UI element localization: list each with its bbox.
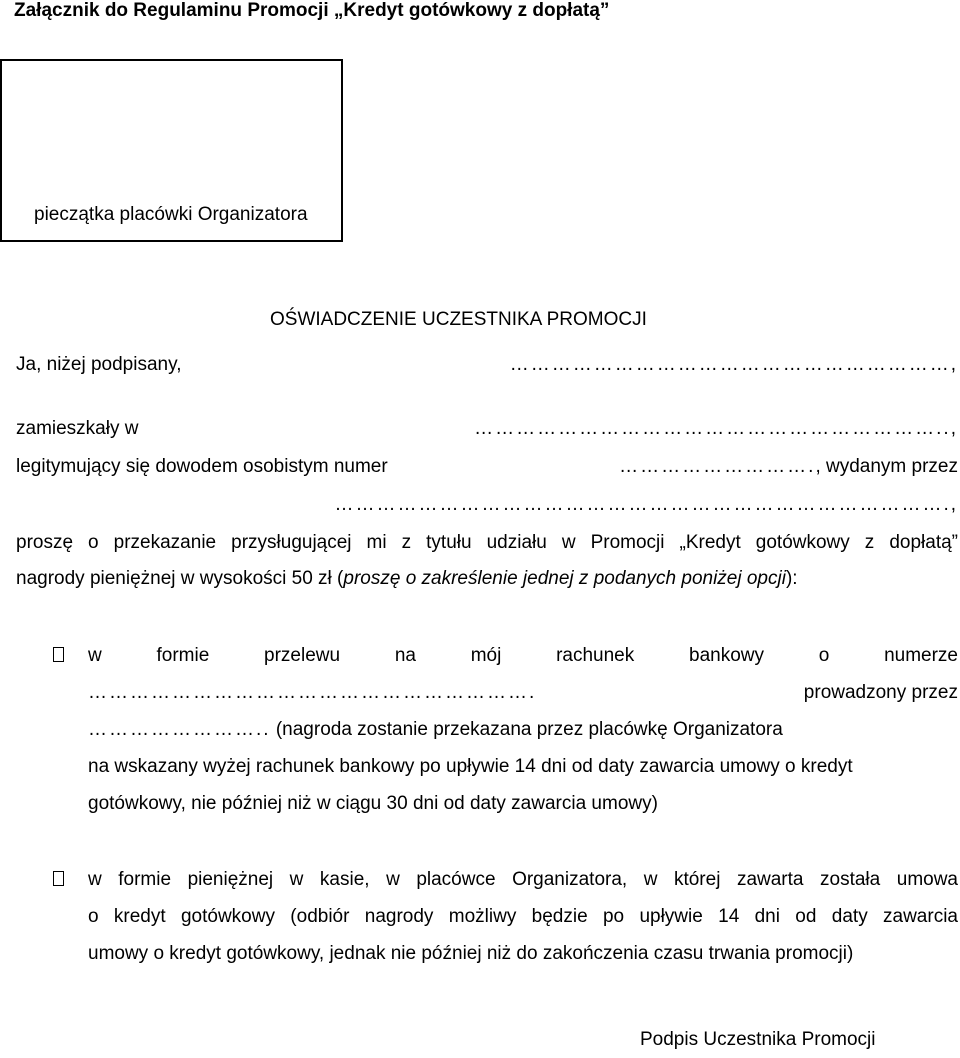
address-label: zamieszkały w	[16, 418, 139, 439]
address-line	[16, 418, 958, 440]
cash-option-checkbox[interactable]	[53, 871, 64, 886]
issued-by-label: , wydanym przez	[815, 456, 958, 477]
name-line	[16, 354, 958, 376]
declaration-heading: OŚWIADCZENIE UCZESTNIKA PROMOCJI	[270, 309, 647, 330]
issuer-line	[16, 494, 958, 516]
transfer-line-4: na wskazany wyżej rachunek bankowy po upływie 14 dni od daty zawarcia umowy o kredyt	[88, 756, 853, 777]
id-number-field[interactable]: ……………………….	[619, 456, 816, 477]
issuer-field[interactable]: …………………………………………………………………………….,	[334, 494, 958, 515]
cash-line-2: o kredyt gotówkowy (odbiór nagrody możliwy będzie po upływie 14 dni od daty zawarcia	[88, 906, 958, 927]
stamp-label: pieczątka placówki Organizatora	[34, 204, 308, 225]
transfer-option	[88, 637, 958, 822]
transfer-note: (nagroda zostanie przekazana przez placówkę Organizatora	[270, 719, 783, 740]
amount-text	[16, 568, 798, 590]
account-number-field[interactable]: ……………………………………………………….	[88, 682, 537, 703]
cash-line-1: w formie pieniężnej w kasie, w placówce Organizatora, w której zawarta została umowa	[88, 869, 958, 890]
transfer-line-2	[88, 674, 958, 711]
amount-end: ):	[785, 568, 798, 589]
cash-line-3: umowy o kredyt gotówkowy, jednak nie później niż do zakończenia czasu trwania promocji)	[88, 943, 854, 964]
amount-sentence: nagrody pieniężnej w wysokości 50 zł (	[16, 568, 344, 589]
name-field[interactable]: ………………………………………………………,	[509, 354, 958, 375]
document-title: Załącznik do Regulaminu Promocji „Kredyt gotówkowy z dopłatą”	[14, 0, 610, 21]
bank-label: prowadzony przez	[803, 682, 958, 703]
transfer-line-3	[88, 711, 958, 748]
id-line	[16, 456, 958, 478]
id-label: legitymujący się dowodem osobistym numer	[16, 456, 388, 477]
request-sentence: proszę o przekazanie przysługującej mi z tytułu udziału w Promocji „Kredyt gotówkowy z dopłatą”	[16, 532, 958, 553]
transfer-option-checkbox[interactable]	[53, 647, 64, 662]
transfer-line-1: w formie przelewu na mój rachunek bankowy o numerze	[88, 645, 958, 666]
bank-name-field[interactable]: ……………………..	[88, 719, 271, 740]
name-label: Ja, niżej podpisany,	[16, 354, 182, 375]
request-text	[16, 532, 958, 554]
option-instruction: proszę o zakreślenie jednej z podanych poniżej opcji	[343, 568, 786, 589]
transfer-line-5: gotówkowy, nie później niż w ciągu 30 dni od daty zawarcia umowy)	[88, 793, 658, 814]
signature-label: Podpis Uczestnika Promocji	[640, 1029, 876, 1050]
address-field[interactable]: …………………………………………………………..,	[474, 418, 958, 439]
cash-option	[88, 861, 958, 972]
